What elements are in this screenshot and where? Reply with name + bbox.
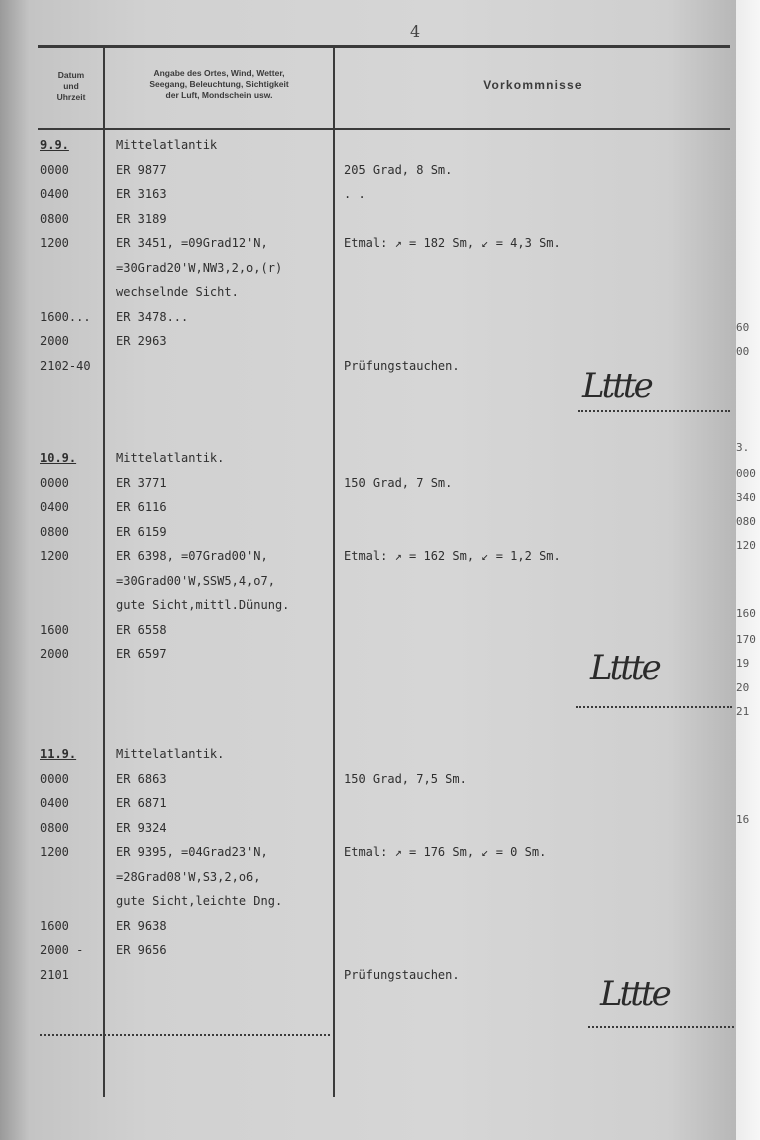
entry-time: 2102-40 xyxy=(40,358,91,373)
bleed-text: 20 xyxy=(736,681,750,694)
entry-position: ER 9638 xyxy=(116,918,167,933)
entry-time: 0000 xyxy=(40,475,69,490)
entry-position: =28Grad08'W,S3,2,o6, xyxy=(116,869,261,884)
entry-position: =30Grad20'W,NW3,2,o,(r) xyxy=(116,260,283,275)
entry-position: ER 9656 xyxy=(116,943,167,957)
entry-position: ER 6558 xyxy=(116,622,167,637)
entry-position: ER 6398, =07Grad00'N, xyxy=(116,549,268,563)
entry-area: Mittelatlantik. xyxy=(116,451,225,465)
entry-time: 1200 xyxy=(40,549,69,563)
entry-time: 0000 xyxy=(40,162,69,177)
entry-position: ER 9877 xyxy=(116,162,167,177)
bleed-text: 120 xyxy=(736,539,756,552)
entry-position: ER 3163 xyxy=(116,187,167,201)
entry-time: 0000 xyxy=(40,771,69,786)
entry-event: 150 Grad, 7,5 Sm. xyxy=(344,771,467,786)
entry-time: 1200 xyxy=(40,236,69,250)
bleed-text: 21 xyxy=(736,705,750,718)
column-divider-2 xyxy=(333,47,335,1097)
entry-time: 1600 xyxy=(40,622,69,637)
header-date-line2: und xyxy=(63,81,79,91)
entry-event: . . xyxy=(344,187,366,201)
bleed-text: 00 xyxy=(736,345,750,358)
entry-date: 11.9. xyxy=(40,747,77,761)
entry-time: 0400 xyxy=(40,500,69,514)
entry-position: =30Grad00'W,SSW5,4,o7, xyxy=(116,573,275,588)
entry-position: ER 3478... xyxy=(116,309,189,324)
entry-time: 0400 xyxy=(40,187,69,201)
entry-position: gute Sicht,mittl.Dünung. xyxy=(116,598,290,612)
entry-time: 2000 xyxy=(40,334,69,348)
entry-time: 1200 xyxy=(40,845,69,859)
entry-time: 0800 xyxy=(40,524,69,539)
signature: Lttte xyxy=(600,974,669,1014)
top-rule xyxy=(38,45,730,48)
entry-event: Etmal: ↗ = 182 Sm, ↙ = 4,3 Sm. xyxy=(344,236,561,250)
entry-event: Prüfungstauchen. xyxy=(344,967,460,982)
bleed-text: 3. xyxy=(736,441,750,454)
signature: Lttte xyxy=(582,366,651,406)
entry-position: ER 2963 xyxy=(116,334,167,348)
entry-time: 2101 xyxy=(40,967,69,982)
entry-date: 10.9. xyxy=(40,451,77,465)
closing-dotted-line xyxy=(40,1034,330,1036)
header-location-line1: Angabe des Ortes, Wind, Wetter, xyxy=(153,68,285,78)
entry-time: 0400 xyxy=(40,796,69,810)
entry-time: 1600 xyxy=(40,918,69,933)
bleed-text: 170 xyxy=(736,633,756,646)
entry-position: ER 3771 xyxy=(116,475,167,490)
entry-area: Mittelatlantik. xyxy=(116,747,225,761)
header-location-weather xyxy=(108,68,330,101)
entry-event: 150 Grad, 7 Sm. xyxy=(344,475,453,490)
entry-event: 205 Grad, 8 Sm. xyxy=(344,162,453,177)
header-bottom-rule xyxy=(38,128,730,130)
header-location-line2: Seegang, Beleuchtung, Sichtigkeit xyxy=(149,79,289,89)
bleed-text: 340 xyxy=(736,491,756,504)
entry-time: 1600... xyxy=(40,309,91,324)
entry-event: Etmal: ↗ = 162 Sm, ↙ = 1,2 Sm. xyxy=(344,549,561,563)
bleed-text: 000 xyxy=(736,467,756,480)
entry-position: ER 6863 xyxy=(116,771,167,786)
entry-position: ER 9324 xyxy=(116,820,167,835)
signature-dotted-line xyxy=(578,410,730,412)
bleed-text: 16 xyxy=(736,813,750,826)
entry-position: ER 6597 xyxy=(116,647,167,661)
column-divider-1 xyxy=(103,47,105,1097)
entry-time: 0800 xyxy=(40,820,69,835)
bleed-text: 60 xyxy=(736,321,750,334)
bleed-text: 19 xyxy=(736,657,750,670)
entry-position: ER 3451, =09Grad12'N, xyxy=(116,236,268,250)
entry-position: ER 6159 xyxy=(116,524,167,539)
signature: Lttte xyxy=(590,648,659,688)
entry-position: ER 9395, =04Grad23'N, xyxy=(116,845,268,859)
bleed-text: 160 xyxy=(736,607,756,620)
entry-position: ER 6871 xyxy=(116,796,167,810)
bleed-text: 080 xyxy=(736,515,756,528)
next-page-edge xyxy=(736,0,760,1140)
entry-date: 9.9. xyxy=(40,138,69,152)
header-events: Vorkommnisse xyxy=(483,78,583,92)
page-number: 4 xyxy=(410,22,421,41)
entry-position: ER 6116 xyxy=(116,500,167,514)
header-location-line3: der Luft, Mondschein usw. xyxy=(165,90,273,100)
entry-area: Mittelatlantik xyxy=(116,138,218,152)
signature-dotted-line xyxy=(576,706,732,708)
header-date-line3: Uhrzeit xyxy=(56,92,86,102)
header-date-time xyxy=(40,70,102,103)
entry-time: 2000 - xyxy=(40,943,84,957)
entry-event: Etmal: ↗ = 176 Sm, ↙ = 0 Sm. xyxy=(344,845,547,859)
header-date-line1: Datum xyxy=(57,70,85,80)
entry-position: gute Sicht,leichte Dng. xyxy=(116,894,283,908)
entry-event: Prüfungstauchen. xyxy=(344,358,460,373)
signature-dotted-line xyxy=(588,1026,742,1028)
entry-time: 2000 xyxy=(40,647,69,661)
entry-time: 0800 xyxy=(40,211,69,226)
entry-position: wechselnde Sicht. xyxy=(116,285,239,299)
entry-position: ER 3189 xyxy=(116,211,167,226)
